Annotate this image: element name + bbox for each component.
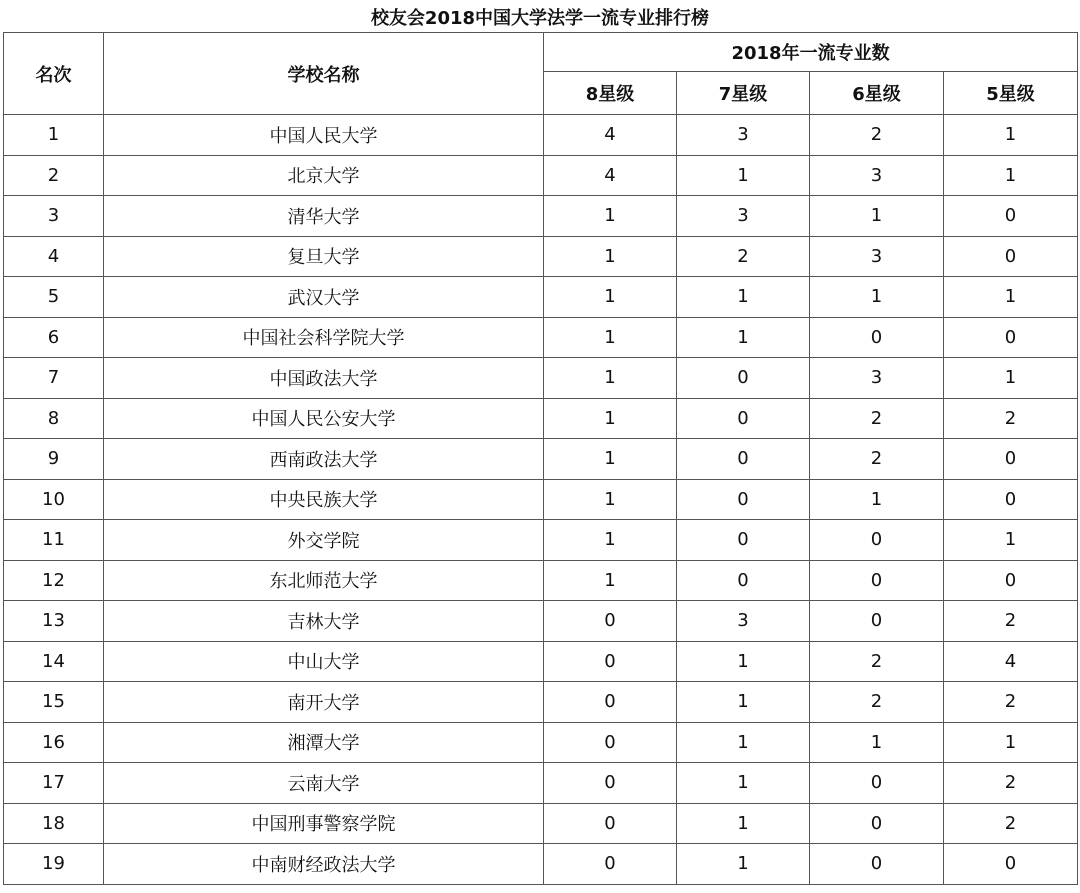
rank-cell: 3 [4, 196, 104, 237]
rank-cell: 19 [4, 844, 104, 885]
star7-count-cell: 1 [677, 317, 810, 358]
star5-count-cell: 2 [944, 803, 1078, 844]
school-name-cell: 外交学院 [104, 520, 544, 561]
star5-count-cell: 1 [944, 115, 1078, 156]
star7-count-cell: 1 [677, 763, 810, 804]
star8-count-cell: 1 [544, 520, 677, 561]
rank-cell: 13 [4, 601, 104, 642]
star8-count-cell: 1 [544, 358, 677, 399]
star8-count-cell: 1 [544, 196, 677, 237]
star6-count-cell: 2 [810, 641, 944, 682]
rank-cell: 10 [4, 479, 104, 520]
school-name-cell: 中国政法大学 [104, 358, 544, 399]
star6-count-cell: 0 [810, 803, 944, 844]
school-name-cell: 吉林大学 [104, 601, 544, 642]
star5-count-cell: 0 [944, 317, 1078, 358]
star8-count-cell: 4 [544, 115, 677, 156]
star6-count-cell: 0 [810, 560, 944, 601]
star5-count-cell: 0 [944, 844, 1078, 885]
rank-cell: 6 [4, 317, 104, 358]
star6-count-cell: 0 [810, 601, 944, 642]
school-name-cell: 中南财经政法大学 [104, 844, 544, 885]
table-row [4, 358, 1078, 399]
star8-count-cell: 0 [544, 763, 677, 804]
star8-count-cell: 1 [544, 398, 677, 439]
rank-cell: 2 [4, 155, 104, 196]
star7-count-cell: 1 [677, 803, 810, 844]
star6-count-cell: 3 [810, 236, 944, 277]
header-star5: 5星级 [944, 72, 1078, 115]
header-group: 2018年一流专业数 [544, 33, 1078, 72]
table-row [4, 722, 1078, 763]
header-school: 学校名称 [104, 33, 544, 115]
star8-count-cell: 0 [544, 641, 677, 682]
rank-cell: 17 [4, 763, 104, 804]
star6-count-cell: 0 [810, 317, 944, 358]
star7-count-cell: 1 [677, 682, 810, 723]
ranking-table [3, 32, 1078, 885]
table-row [4, 844, 1078, 885]
star7-count-cell: 1 [677, 641, 810, 682]
rank-cell: 1 [4, 115, 104, 156]
school-name-cell: 复旦大学 [104, 236, 544, 277]
star7-count-cell: 0 [677, 398, 810, 439]
school-name-cell: 中国社会科学院大学 [104, 317, 544, 358]
school-name-cell: 北京大学 [104, 155, 544, 196]
table-row [4, 479, 1078, 520]
star7-count-cell: 1 [677, 844, 810, 885]
table-row [4, 398, 1078, 439]
table-row [4, 641, 1078, 682]
star7-count-cell: 2 [677, 236, 810, 277]
school-name-cell: 中国人民大学 [104, 115, 544, 156]
school-name-cell: 中央民族大学 [104, 479, 544, 520]
rank-cell: 5 [4, 277, 104, 318]
header-rank: 名次 [4, 33, 104, 115]
table-row [4, 560, 1078, 601]
school-name-cell: 武汉大学 [104, 277, 544, 318]
school-name-cell: 中国人民公安大学 [104, 398, 544, 439]
star5-count-cell: 2 [944, 398, 1078, 439]
star5-count-cell: 1 [944, 155, 1078, 196]
star8-count-cell: 1 [544, 277, 677, 318]
school-name-cell: 清华大学 [104, 196, 544, 237]
star7-count-cell: 0 [677, 560, 810, 601]
rank-cell: 12 [4, 560, 104, 601]
table-row [4, 601, 1078, 642]
star7-count-cell: 0 [677, 479, 810, 520]
star8-count-cell: 4 [544, 155, 677, 196]
star6-count-cell: 2 [810, 439, 944, 480]
star8-count-cell: 0 [544, 803, 677, 844]
school-name-cell: 南开大学 [104, 682, 544, 723]
table-header [4, 33, 1078, 115]
star6-count-cell: 0 [810, 763, 944, 804]
school-name-cell: 湘潭大学 [104, 722, 544, 763]
star5-count-cell: 2 [944, 682, 1078, 723]
star8-count-cell: 1 [544, 439, 677, 480]
header-star8: 8星级 [544, 72, 677, 115]
school-name-cell: 东北师范大学 [104, 560, 544, 601]
star5-count-cell: 0 [944, 196, 1078, 237]
rank-cell: 16 [4, 722, 104, 763]
table-row [4, 196, 1078, 237]
header-star6: 6星级 [810, 72, 944, 115]
star5-count-cell: 0 [944, 479, 1078, 520]
star8-count-cell: 1 [544, 236, 677, 277]
star7-count-cell: 1 [677, 722, 810, 763]
school-name-cell: 西南政法大学 [104, 439, 544, 480]
rank-cell: 14 [4, 641, 104, 682]
star6-count-cell: 0 [810, 520, 944, 561]
table-row [4, 763, 1078, 804]
star5-count-cell: 0 [944, 236, 1078, 277]
star7-count-cell: 1 [677, 155, 810, 196]
star6-count-cell: 1 [810, 196, 944, 237]
star7-count-cell: 0 [677, 520, 810, 561]
star6-count-cell: 2 [810, 115, 944, 156]
table-row [4, 682, 1078, 723]
rank-cell: 8 [4, 398, 104, 439]
rank-cell: 18 [4, 803, 104, 844]
table-body [4, 115, 1078, 885]
star8-count-cell: 1 [544, 560, 677, 601]
star6-count-cell: 1 [810, 479, 944, 520]
star5-count-cell: 1 [944, 722, 1078, 763]
star8-count-cell: 0 [544, 682, 677, 723]
page-title: 校友会2018中国大学法学一流专业排行榜 [370, 8, 710, 29]
header-star7: 7星级 [677, 72, 810, 115]
rank-cell: 9 [4, 439, 104, 480]
star7-count-cell: 0 [677, 358, 810, 399]
star5-count-cell: 1 [944, 277, 1078, 318]
star5-count-cell: 0 [944, 560, 1078, 601]
table-row [4, 520, 1078, 561]
rank-cell: 15 [4, 682, 104, 723]
school-name-cell: 中国刑事警察学院 [104, 803, 544, 844]
star7-count-cell: 1 [677, 277, 810, 318]
star5-count-cell: 2 [944, 763, 1078, 804]
star7-count-cell: 3 [677, 196, 810, 237]
star6-count-cell: 1 [810, 277, 944, 318]
star6-count-cell: 2 [810, 682, 944, 723]
star6-count-cell: 1 [810, 722, 944, 763]
star5-count-cell: 1 [944, 358, 1078, 399]
table-row [4, 317, 1078, 358]
star8-count-cell: 1 [544, 479, 677, 520]
star5-count-cell: 4 [944, 641, 1078, 682]
star6-count-cell: 3 [810, 358, 944, 399]
star7-count-cell: 3 [677, 115, 810, 156]
table-row [4, 439, 1078, 480]
star6-count-cell: 0 [810, 844, 944, 885]
star8-count-cell: 0 [544, 844, 677, 885]
star5-count-cell: 2 [944, 601, 1078, 642]
star7-count-cell: 0 [677, 439, 810, 480]
star8-count-cell: 0 [544, 722, 677, 763]
school-name-cell: 云南大学 [104, 763, 544, 804]
star7-count-cell: 3 [677, 601, 810, 642]
star5-count-cell: 1 [944, 520, 1078, 561]
table-row [4, 803, 1078, 844]
star5-count-cell: 0 [944, 439, 1078, 480]
rank-cell: 7 [4, 358, 104, 399]
table-row [4, 277, 1078, 318]
table-row [4, 236, 1078, 277]
table-row [4, 115, 1078, 156]
rank-cell: 11 [4, 520, 104, 561]
table-row [4, 155, 1078, 196]
rank-cell: 4 [4, 236, 104, 277]
star8-count-cell: 0 [544, 601, 677, 642]
school-name-cell: 中山大学 [104, 641, 544, 682]
star6-count-cell: 2 [810, 398, 944, 439]
star6-count-cell: 3 [810, 155, 944, 196]
star8-count-cell: 1 [544, 317, 677, 358]
